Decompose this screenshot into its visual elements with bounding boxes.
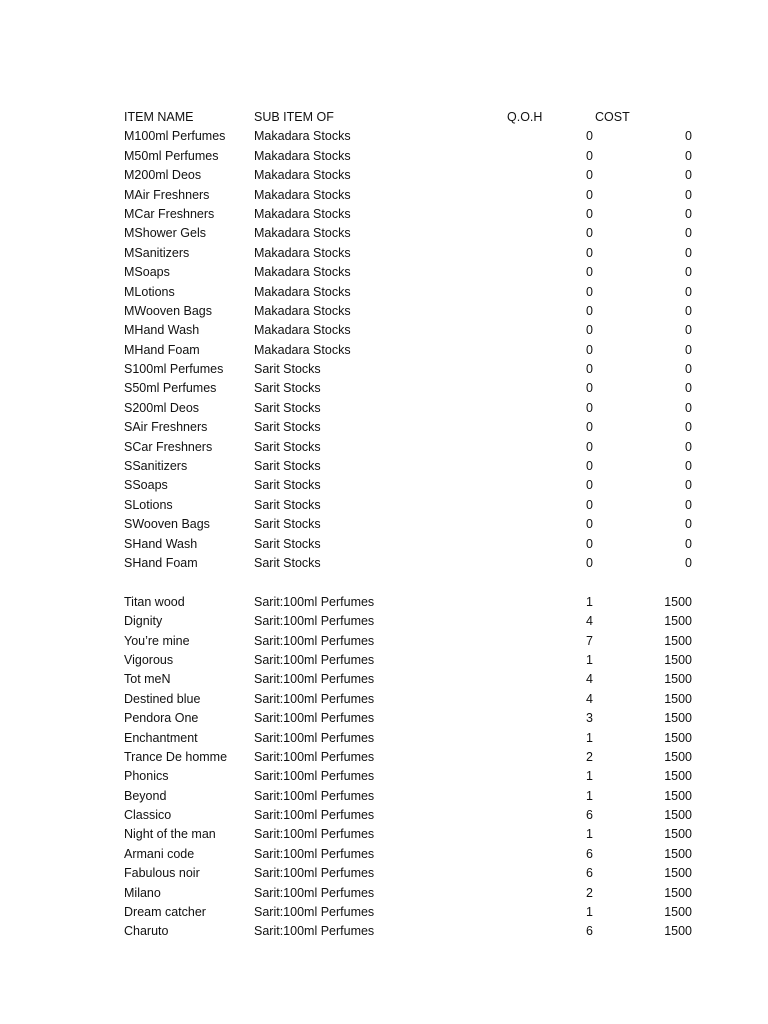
cell-qoh: 0 xyxy=(586,478,593,493)
cell-item-name: MLotions xyxy=(124,284,175,299)
cell-item-name: MAir Freshners xyxy=(124,187,210,202)
cell-item-name: M50ml Perfumes xyxy=(124,148,219,163)
cell-item-name: MCar Freshners xyxy=(124,206,215,221)
cell-cost: 0 xyxy=(685,555,692,570)
cell-item-name: Armani code xyxy=(124,846,195,861)
header-qoh: Q.O.H xyxy=(507,110,543,124)
cell-item-name: MHand Wash xyxy=(124,323,200,338)
cell-item-name: You’re mine xyxy=(124,633,190,648)
table-row xyxy=(0,515,768,534)
cell-item-name: SHand Foam xyxy=(124,555,198,570)
cell-item-name: Fabulous noir xyxy=(124,866,200,881)
cell-sub-item-of: Sarit:100ml Perfumes xyxy=(254,691,375,706)
table-row xyxy=(0,496,768,515)
cell-qoh: 0 xyxy=(586,148,593,163)
cell-cost: 0 xyxy=(685,459,692,474)
cell-cost: 0 xyxy=(685,129,692,144)
cell-qoh: 0 xyxy=(586,459,593,474)
cell-item-name: M200ml Deos xyxy=(124,168,202,183)
cell-item-name: M100ml Perfumes xyxy=(124,129,226,144)
cell-item-name: SHand Wash xyxy=(124,536,198,551)
cell-sub-item-of: Sarit:100ml Perfumes xyxy=(254,749,375,764)
table-row xyxy=(0,244,768,263)
cell-sub-item-of: Sarit:100ml Perfumes xyxy=(254,846,375,861)
table-row xyxy=(0,729,768,748)
cell-item-name: Tot meN xyxy=(124,672,171,687)
cell-qoh: 0 xyxy=(586,420,593,435)
cell-qoh: 0 xyxy=(586,129,593,144)
table-row xyxy=(0,825,768,844)
cell-item-name: Beyond xyxy=(124,788,167,803)
cell-item-name: MWooven Bags xyxy=(124,303,213,318)
table-row xyxy=(0,127,768,146)
cell-sub-item-of: Makadara Stocks xyxy=(254,168,351,183)
cell-qoh: 0 xyxy=(586,439,593,454)
cell-item-name: Night of the man xyxy=(124,827,216,842)
cell-item-name: MSoaps xyxy=(124,265,170,280)
table-row xyxy=(0,593,768,612)
cell-qoh: 1 xyxy=(586,788,593,803)
cell-cost: 1500 xyxy=(664,788,692,803)
table-row xyxy=(0,302,768,321)
cell-cost: 0 xyxy=(685,148,692,163)
cell-item-name: SLotions xyxy=(124,497,173,512)
cell-qoh: 0 xyxy=(586,497,593,512)
cell-cost: 1500 xyxy=(664,730,692,745)
cell-item-name: Dream catcher xyxy=(124,905,206,920)
cell-cost: 1500 xyxy=(664,769,692,784)
cell-cost: 1500 xyxy=(664,749,692,764)
header-cost: COST xyxy=(595,110,630,124)
header-item-name: ITEM NAME xyxy=(124,110,194,124)
cell-cost: 1500 xyxy=(664,846,692,861)
cell-sub-item-of: Sarit:100ml Perfumes xyxy=(254,788,375,803)
table-row xyxy=(0,864,768,883)
cell-sub-item-of: Makadara Stocks xyxy=(254,148,351,163)
cell-qoh: 0 xyxy=(586,555,593,570)
cell-qoh: 7 xyxy=(586,633,593,648)
cell-cost: 0 xyxy=(685,245,692,260)
cell-qoh: 0 xyxy=(586,303,593,318)
cell-sub-item-of: Sarit Stocks xyxy=(254,439,321,454)
cell-sub-item-of: Sarit Stocks xyxy=(254,420,321,435)
cell-qoh: 0 xyxy=(586,265,593,280)
cell-cost: 0 xyxy=(685,400,692,415)
cell-item-name: SSanitizers xyxy=(124,459,188,474)
cell-qoh: 1 xyxy=(586,730,593,745)
cell-cost: 0 xyxy=(685,420,692,435)
cell-sub-item-of: Sarit:100ml Perfumes xyxy=(254,808,375,823)
cell-item-name: Classico xyxy=(124,808,172,823)
inventory-sheet xyxy=(0,108,768,942)
table-row xyxy=(0,224,768,243)
cell-cost: 0 xyxy=(685,536,692,551)
cell-cost: 0 xyxy=(685,265,692,280)
cell-cost: 1500 xyxy=(664,711,692,726)
header-sub-item-of: SUB ITEM OF xyxy=(254,110,334,124)
cell-cost: 1500 xyxy=(664,691,692,706)
cell-cost: 1500 xyxy=(664,885,692,900)
table-row xyxy=(0,205,768,224)
cell-qoh: 6 xyxy=(586,846,593,861)
table-row xyxy=(0,748,768,767)
cell-item-name: Charuto xyxy=(124,924,169,939)
cell-item-name: Vigorous xyxy=(124,652,174,667)
table-row xyxy=(0,186,768,205)
cell-cost: 1500 xyxy=(664,827,692,842)
table-row xyxy=(0,903,768,922)
cell-cost: 0 xyxy=(685,381,692,396)
cell-cost: 1500 xyxy=(664,672,692,687)
table-row xyxy=(0,263,768,282)
cell-sub-item-of: Sarit Stocks xyxy=(254,362,321,377)
cell-item-name: Milano xyxy=(124,885,161,900)
cell-qoh: 0 xyxy=(586,400,593,415)
cell-item-name: Trance De homme xyxy=(124,749,228,764)
cell-item-name: SCar Freshners xyxy=(124,439,213,454)
cell-cost: 1500 xyxy=(664,866,692,881)
cell-cost: 0 xyxy=(685,478,692,493)
cell-qoh: 6 xyxy=(586,808,593,823)
cell-item-name: SWooven Bags xyxy=(124,517,210,532)
cell-qoh: 1 xyxy=(586,827,593,842)
cell-sub-item-of: Sarit Stocks xyxy=(254,497,321,512)
cell-sub-item-of: Makadara Stocks xyxy=(254,265,351,280)
cell-qoh: 6 xyxy=(586,924,593,939)
cell-qoh: 0 xyxy=(586,226,593,241)
cell-cost: 0 xyxy=(685,517,692,532)
cell-sub-item-of: Makadara Stocks xyxy=(254,129,351,144)
cell-cost: 0 xyxy=(685,439,692,454)
table-row xyxy=(0,399,768,418)
cell-qoh: 1 xyxy=(586,594,593,609)
cell-sub-item-of: Sarit:100ml Perfumes xyxy=(254,594,375,609)
cell-qoh: 0 xyxy=(586,536,593,551)
cell-cost: 1500 xyxy=(664,808,692,823)
cell-cost: 1500 xyxy=(664,614,692,629)
cell-qoh: 0 xyxy=(586,245,593,260)
cell-cost: 0 xyxy=(685,303,692,318)
cell-qoh: 0 xyxy=(586,323,593,338)
cell-sub-item-of: Makadara Stocks xyxy=(254,187,351,202)
table-row xyxy=(0,147,768,166)
table-row xyxy=(0,632,768,651)
cell-sub-item-of: Sarit Stocks xyxy=(254,555,321,570)
table-row xyxy=(0,341,768,360)
cell-sub-item-of: Sarit:100ml Perfumes xyxy=(254,633,375,648)
cell-qoh: 6 xyxy=(586,866,593,881)
cell-cost: 0 xyxy=(685,323,692,338)
cell-qoh: 4 xyxy=(586,614,593,629)
cell-item-name: Phonics xyxy=(124,769,169,784)
table-row xyxy=(0,922,768,941)
table-row xyxy=(0,438,768,457)
table-row xyxy=(0,418,768,437)
cell-sub-item-of: Sarit:100ml Perfumes xyxy=(254,827,375,842)
cell-qoh: 0 xyxy=(586,187,593,202)
cell-cost: 0 xyxy=(685,342,692,357)
cell-qoh: 1 xyxy=(586,769,593,784)
table-row xyxy=(0,535,768,554)
cell-item-name: S50ml Perfumes xyxy=(124,381,217,396)
cell-sub-item-of: Sarit Stocks xyxy=(254,381,321,396)
table-row xyxy=(0,670,768,689)
cell-qoh: 0 xyxy=(586,342,593,357)
cell-sub-item-of: Sarit:100ml Perfumes xyxy=(254,652,375,667)
cell-cost: 0 xyxy=(685,206,692,221)
cell-cost: 1500 xyxy=(664,905,692,920)
cell-sub-item-of: Sarit:100ml Perfumes xyxy=(254,769,375,784)
cell-sub-item-of: Sarit Stocks xyxy=(254,517,321,532)
cell-item-name: MHand Foam xyxy=(124,342,200,357)
cell-sub-item-of: Makadara Stocks xyxy=(254,284,351,299)
blank-row xyxy=(0,573,768,592)
cell-cost: 0 xyxy=(685,168,692,183)
cell-sub-item-of: Sarit Stocks xyxy=(254,400,321,415)
cell-qoh: 0 xyxy=(586,284,593,299)
table-row xyxy=(0,806,768,825)
cell-sub-item-of: Sarit Stocks xyxy=(254,478,321,493)
cell-cost: 1500 xyxy=(664,594,692,609)
cell-qoh: 2 xyxy=(586,885,593,900)
table-row xyxy=(0,321,768,340)
cell-sub-item-of: Sarit:100ml Perfumes xyxy=(254,730,375,745)
cell-sub-item-of: Sarit:100ml Perfumes xyxy=(254,672,375,687)
cell-item-name: Pendora One xyxy=(124,711,199,726)
cell-qoh: 3 xyxy=(586,711,593,726)
cell-item-name: Destined blue xyxy=(124,691,201,706)
cell-qoh: 1 xyxy=(586,652,593,667)
cell-item-name: SAir Freshners xyxy=(124,420,208,435)
table-row xyxy=(0,166,768,185)
table-row xyxy=(0,283,768,302)
cell-cost: 0 xyxy=(685,497,692,512)
cell-cost: 0 xyxy=(685,226,692,241)
cell-qoh: 4 xyxy=(586,691,593,706)
table-row xyxy=(0,651,768,670)
cell-cost: 0 xyxy=(685,187,692,202)
cell-item-name: Enchantment xyxy=(124,730,198,745)
table-row xyxy=(0,845,768,864)
table-row xyxy=(0,709,768,728)
cell-qoh: 0 xyxy=(586,168,593,183)
table-row xyxy=(0,379,768,398)
table-row xyxy=(0,767,768,786)
cell-sub-item-of: Sarit:100ml Perfumes xyxy=(254,866,375,881)
cell-item-name: MSanitizers xyxy=(124,245,190,260)
cell-sub-item-of: Sarit:100ml Perfumes xyxy=(254,885,375,900)
cell-item-name: Dignity xyxy=(124,614,163,629)
table-row xyxy=(0,884,768,903)
cell-item-name: Titan wood xyxy=(124,594,185,609)
cell-sub-item-of: Makadara Stocks xyxy=(254,226,351,241)
cell-item-name: SSoaps xyxy=(124,478,168,493)
cell-sub-item-of: Sarit:100ml Perfumes xyxy=(254,711,375,726)
cell-sub-item-of: Makadara Stocks xyxy=(254,206,351,221)
cell-sub-item-of: Sarit:100ml Perfumes xyxy=(254,905,375,920)
cell-qoh: 0 xyxy=(586,206,593,221)
cell-qoh: 0 xyxy=(586,381,593,396)
cell-sub-item-of: Makadara Stocks xyxy=(254,323,351,338)
cell-item-name: S100ml Perfumes xyxy=(124,362,224,377)
table-row xyxy=(0,554,768,573)
cell-qoh: 0 xyxy=(586,517,593,532)
cell-cost: 0 xyxy=(685,362,692,377)
table-row xyxy=(0,360,768,379)
table-row xyxy=(0,476,768,495)
cell-sub-item-of: Sarit:100ml Perfumes xyxy=(254,614,375,629)
cell-cost: 0 xyxy=(685,284,692,299)
table-row xyxy=(0,612,768,631)
cell-cost: 1500 xyxy=(664,924,692,939)
cell-sub-item-of: Makadara Stocks xyxy=(254,245,351,260)
cell-sub-item-of: Makadara Stocks xyxy=(254,303,351,318)
cell-sub-item-of: Sarit Stocks xyxy=(254,536,321,551)
table-row xyxy=(0,457,768,476)
header-row xyxy=(0,108,768,127)
cell-sub-item-of: Sarit:100ml Perfumes xyxy=(254,924,375,939)
table-row xyxy=(0,787,768,806)
cell-qoh: 4 xyxy=(586,672,593,687)
cell-sub-item-of: Sarit Stocks xyxy=(254,459,321,474)
cell-qoh: 0 xyxy=(586,362,593,377)
cell-qoh: 2 xyxy=(586,749,593,764)
cell-item-name: MShower Gels xyxy=(124,226,206,241)
table-body xyxy=(0,127,768,941)
cell-qoh: 1 xyxy=(586,905,593,920)
cell-sub-item-of: Makadara Stocks xyxy=(254,342,351,357)
table-row xyxy=(0,690,768,709)
cell-item-name: S200ml Deos xyxy=(124,400,200,415)
cell-cost: 1500 xyxy=(664,633,692,648)
cell-cost: 1500 xyxy=(664,652,692,667)
